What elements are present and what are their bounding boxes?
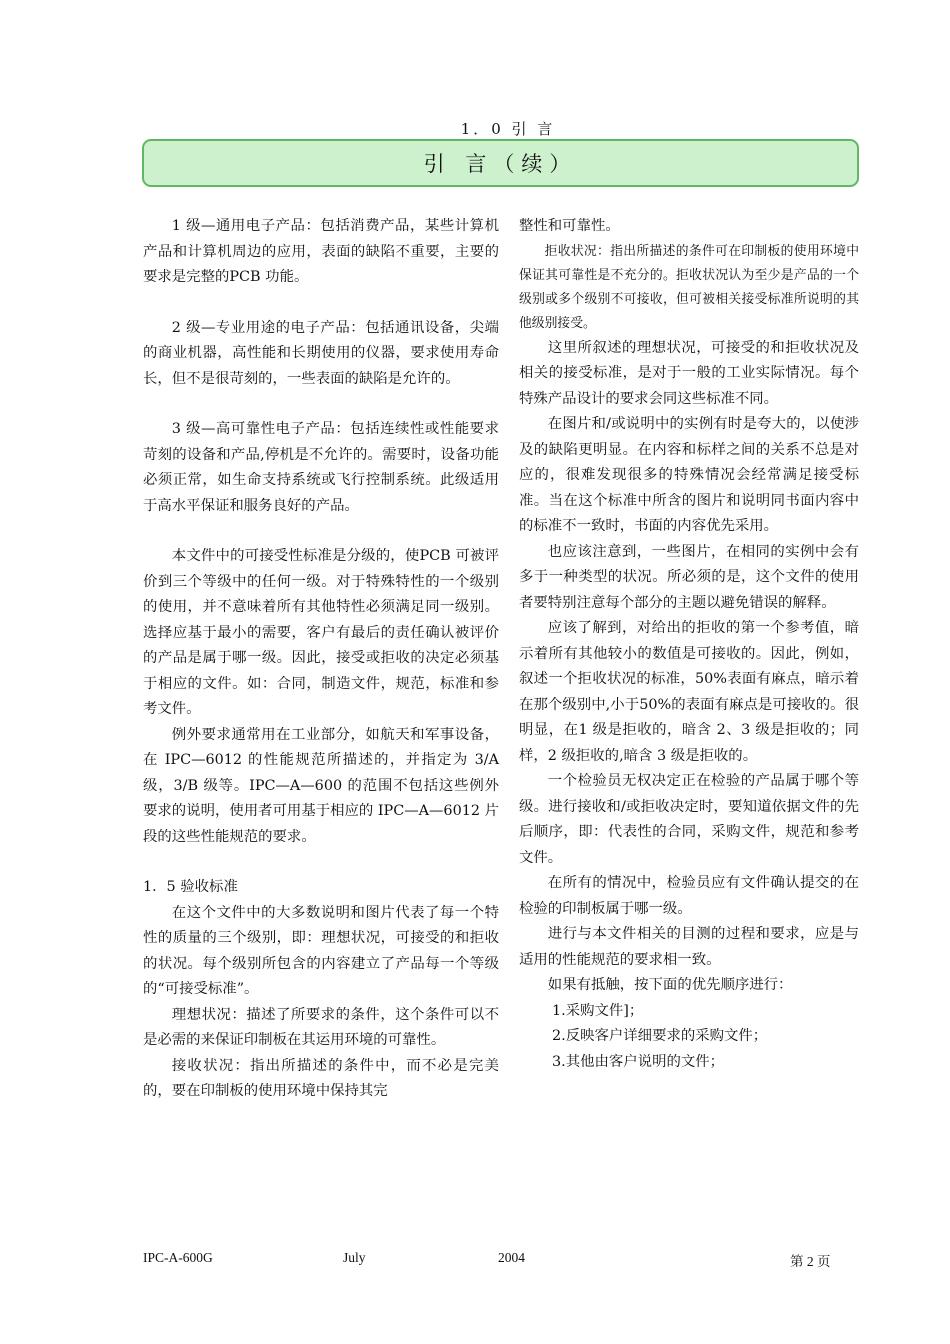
section-heading-acceptance: 1．5 验收标准 [143, 879, 238, 895]
reject-condition-paragraph: 拒收状况：指出所描述的条件可在印制板的使用环境中保证其可靠性是不充分的。拒收状况认为至少是产品的一个级别或多个级别不可接收，但可被相关接受标准所说明的其他级别接受。 [519, 243, 859, 331]
target-condition-paragraph: 理想状况：描述了所要求的条件，这个条件可以不是必需的来保证印制板在其运用环境的可靠性。 [143, 1006, 499, 1048]
footer-year: 2004 [498, 1250, 525, 1265]
documentation-paragraph: 在所有的情况中，检验员应有文件确认提交的在检验的印制板属于哪一级。 [519, 875, 859, 917]
footer-month: July [343, 1250, 366, 1265]
section-title: 1．0 引 言 [460, 120, 556, 138]
precedence-item: 3.其他由客户说明的文件； [552, 1053, 725, 1070]
continued-line: 整性和可靠性。 [519, 218, 620, 234]
acceptable-condition-paragraph: 接收状况：指出所描述的条件中，而不必是完美的，要在印制板的使用环境中保持其完 [143, 1057, 499, 1099]
visual-inspection-paragraph: 进行与本文件相关的目测的过程和要求，应是与适用的性能规范的要求相一致。 [519, 926, 859, 968]
precedence-item: 1.采购文件]； [552, 1002, 644, 1019]
grading-paragraph: 本文件中的可接受性标准是分级的，使PCB 可被评价到三个等级中的任何一级。对于特殊特性的一个级别的使用，并不意味着所有其他特性必须满足同一级别。选择应基于最小的需要，客户有最后的责任确认被评价的产品是属于哪一级。因此，接受或拒收的决定必须基于相应的文件。如：合同，制造文件，规范，标准和参考文件。 [143, 548, 499, 717]
industry-paragraph: 这里所叙述的理想状况，可接受的和拒收状况及相关的接受标准，是对于一般的工业实际情况。每个特殊产品设计的要求会同这些标准不同。 [519, 339, 859, 407]
class-2-paragraph: 2 级—专业用途的电子产品：包括通讯设备，尖端的商业机器，高性能和长期使用的仪器，要求使用寿命长，但不是很苛刻的，一些表面的缺陷是允许的。 [143, 319, 499, 387]
continued-title-box [142, 139, 859, 187]
precedence-item: 2.反映客户详细要求的采购文件； [552, 1028, 768, 1044]
footer-doc-id: IPC-A-600G [143, 1250, 213, 1265]
right-column [519, 214, 859, 1075]
left-column [143, 214, 499, 1105]
exceptions-paragraph: 例外要求通常用在工业部分，如航天和军事设备，在 IPC—6012 的性能规范所描述的，并指定为 3/A 级，3/B 级等。IPC—A—600 的范围不包括这些例外要求的说明，使用者可用基于相应的 IPC—A—6012 片段的这些性能规范的要求。 [143, 726, 499, 845]
footer-page-number: 第 2 页 [790, 1254, 831, 1269]
reference-value-paragraph: 应该了解到，对给出的拒收的第一个参考值，暗示着所有其他较小的数值是可接收的。因此，例如，叙述一个拒收状况的标准，50%表面有麻点，暗示着在那个级别中,小于50%的表面有麻点是可接收的。很明显，在1 级是拒收的，暗含 2、3 级是拒收的；同样，2 级拒收的,暗含 3 级是拒收的。 [519, 620, 859, 764]
multiple-conditions-paragraph: 也应该注意到，一些图片，在相同的实例中会有多于一种类型的状况。所必须的是，这个文件的使用者要特别注意每个部分的主题以避免错误的解释。 [519, 543, 859, 611]
class-1-paragraph: 1 级—通用电子产品：包括消费产品，某些计算机产品和计算机周边的应用，表面的缺陷不重要，主要的要求是完整的PCB 功能。 [143, 218, 499, 285]
criteria-paragraph: 在这个文件中的大多数说明和图片代表了每一个特性的质量的三个级别，即：理想状况，可接受的和拒收的状况。每个级别所包含的内容建立了产品每一个等级的“可接受标准”。 [143, 904, 499, 997]
inspector-paragraph: 一个检验员无权决定正在检验的产品属于哪个等级。进行接收和/或拒收决定时，要知道依据文件的先后顺序，即：代表性的合同，采购文件，规范和参考文件。 [519, 773, 859, 866]
box-title: 引 言（续） [423, 152, 578, 176]
illustrations-paragraph: 在图片和/或说明中的实例有时是夸大的，以使涉及的缺陷更明显。在内容和标样之间的关系不总是对应的，很难发现很多的特殊情况会经常满足接受标准。当在这个标准中所含的图片和说明同书面内容中的标准不一致时，书面的内容优先采用。 [519, 416, 859, 534]
precedence-intro: 如果有抵触，按下面的优先顺序进行： [547, 977, 793, 993]
class-3-paragraph: 3 级—高可靠性电子产品：包括连续性或性能要求苛刻的设备和产品,停机是不允许的。需要时，设备功能必须正常，如生命支持系统或飞行控制系统。此级适用于高水平保证和服务良好的产品。 [143, 421, 499, 514]
